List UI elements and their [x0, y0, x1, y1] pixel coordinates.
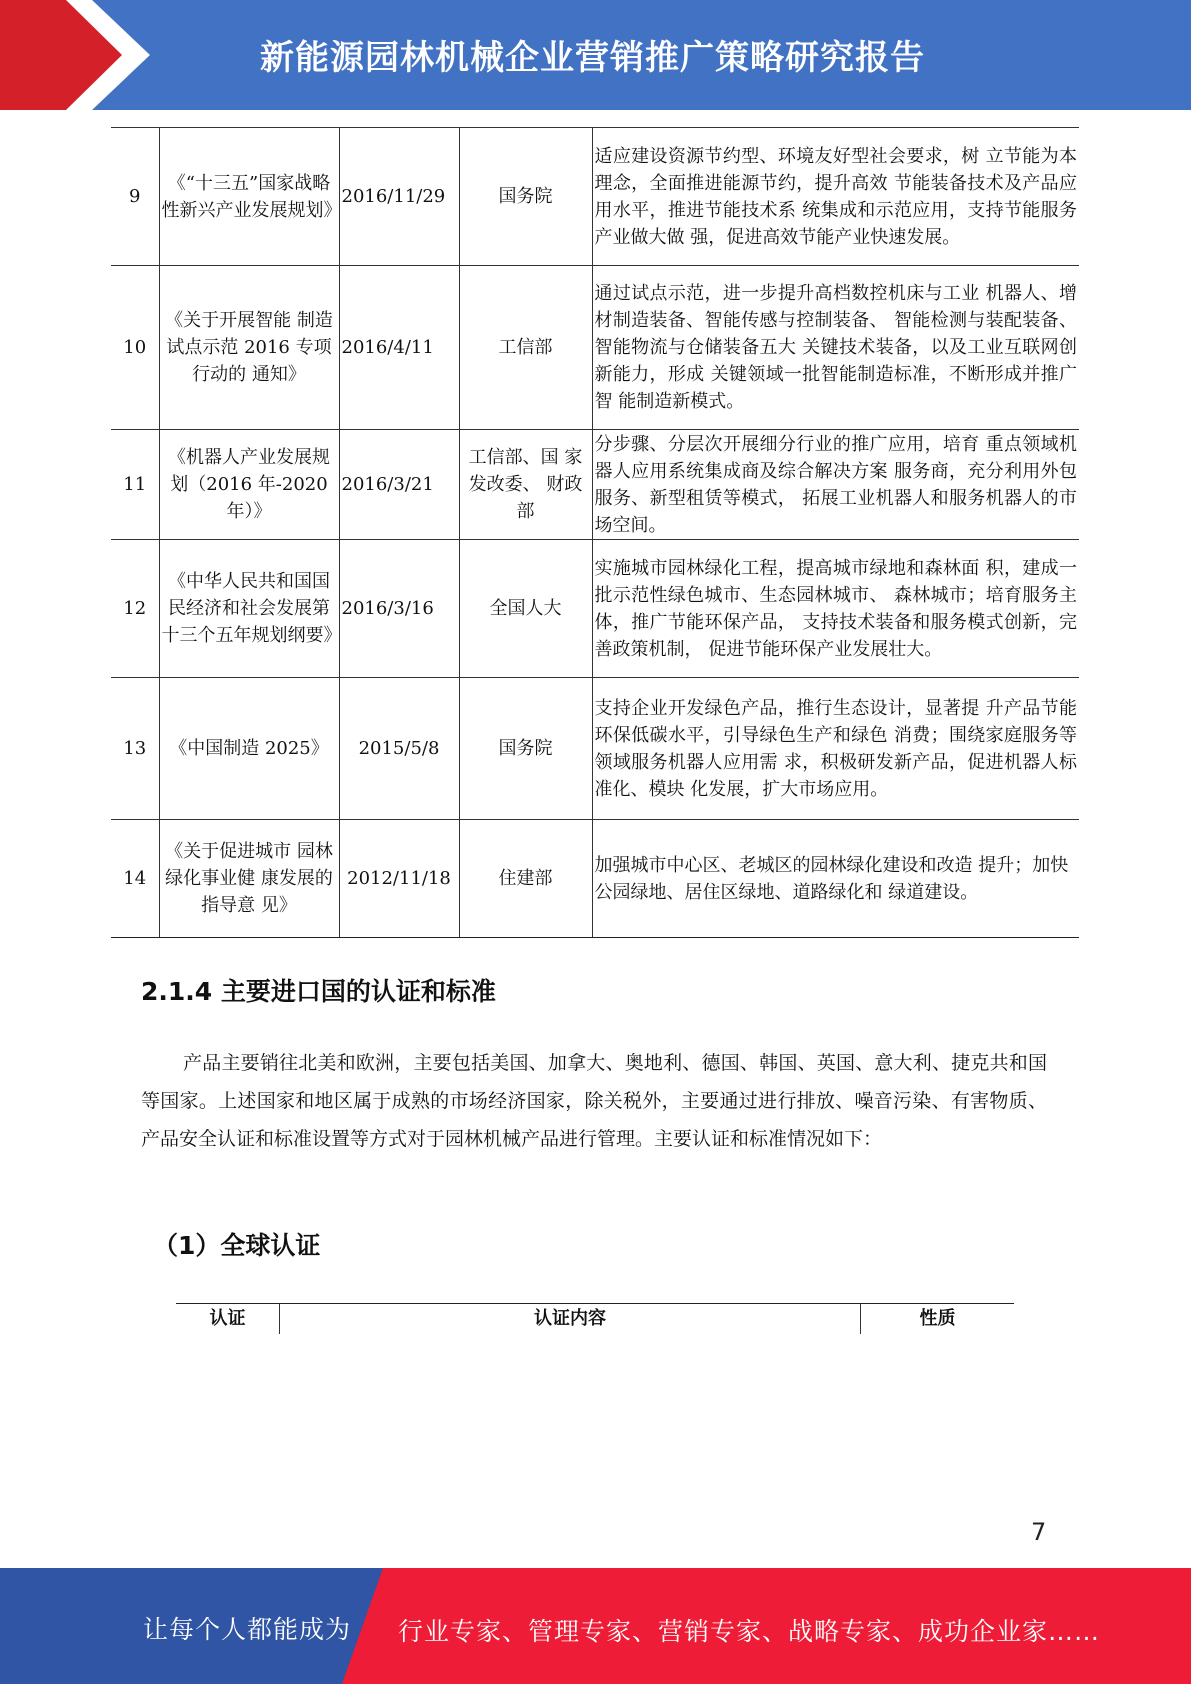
- row-number: 13: [111, 678, 159, 820]
- policy-issuer: 工信部: [459, 266, 592, 430]
- row-number: 12: [111, 540, 159, 678]
- policy-content: 实施城市园林绿化工程，提高城市绿地和森林面 积，建成一批示范性绿色城市、生态园林城市、 森林城市；培育服务主体，推广节能环保产品， 支持技术装备和服务模式创新，完善政策机制， 促进节能环保产业发展壮大。: [592, 540, 1079, 678]
- policy-issuer: 国务院: [459, 678, 592, 820]
- table-row: [111, 820, 1079, 938]
- table-row: [111, 540, 1079, 678]
- row-number: 11: [111, 430, 159, 540]
- policy-date: 2016/4/11: [339, 266, 459, 430]
- col-header-nature: 性质: [919, 1308, 956, 1329]
- policy-date: 2016/3/21: [339, 430, 459, 540]
- policy-content: 支持企业开发绿色产品，推行生态设计，显著提 升产品节能环保低碳水平，引导绿色生产和绿色 消费；围绕家庭服务等领域服务机器人应用需 求，积极研发新产品，促进机器人标准化、模块 化发展，扩大市场应用。: [592, 678, 1079, 820]
- footer-slogan-left: 让每个人都能成为: [143, 1615, 352, 1644]
- table-row: [111, 678, 1079, 820]
- policy-date: 2016/3/16: [339, 540, 459, 678]
- policy-name: 《关于开展智能 制造试点示范 2016 专项行动的 通知》: [159, 266, 339, 430]
- policy-name: 《中华人民共和国国民经济和社会发展第十三个五年规划纲要》: [159, 540, 339, 678]
- policy-name: 《机器人产业发展规划（2016 年-2020 年）》: [159, 430, 339, 540]
- policy-issuer: 住建部: [459, 820, 592, 938]
- policy-content: 分步骤、分层次开展细分行业的推广应用，培育 重点领域机器人应用系统集成商及综合解决方案 服务商，充分利用外包服务、新型租赁等模式， 拓展工业机器人和服务机器人的市场空间。: [592, 430, 1079, 540]
- section-heading: 2.1.4 主要进口国的认证和标准: [141, 977, 496, 1006]
- policy-name: 《“十三五”国家战略性新兴产业发展规划》: [159, 128, 339, 266]
- policy-date: 2012/11/18: [339, 820, 459, 938]
- page-number: 7: [1031, 1518, 1047, 1546]
- policy-name: 《中国制造 2025》: [159, 678, 339, 820]
- footer-slogan-right: 行业专家、管理专家、营销专家、战略专家、成功企业家……: [398, 1617, 1101, 1646]
- policy-issuer: 国务院: [459, 128, 592, 266]
- policy-date: 2015/5/8: [339, 678, 459, 820]
- policy-name: 《关于促进城市 园林绿化事业健 康发展的指导意 见》: [159, 820, 339, 938]
- table-row: [111, 266, 1079, 430]
- policy-table: [111, 127, 1079, 938]
- row-number: 14: [111, 820, 159, 938]
- policy-date: 2016/11/29: [339, 128, 459, 266]
- col-header-cert-content: 认证内容: [280, 1304, 861, 1334]
- header-arrow-decoration: [0, 0, 170, 110]
- body-paragraph: 产品主要销往北美和欧洲，主要包括美国、加拿大、奥地利、德国、韩国、英国、意大利、捷克共和国等国家。上述国家和地区属于成熟的市场经济国家，除关税外，主要通过进行排放、噪音污染、有害物质、产品安全认证和标准设置等方式对于园林机械产品进行管理。主要认证和标准情况如下：: [141, 1052, 1047, 1150]
- policy-issuer: 工信部、国 家发改委、 财政部: [459, 430, 592, 540]
- policy-issuer: 全国人大: [459, 540, 592, 678]
- policy-content: 通过试点示范，进一步提升高档数控机床与工业 机器人、增材制造装备、智能传感与控制装备、 智能检测与装配装备、智能物流与仓储装备五大 关键技术装备，以及工业互联网创新能力，形成 关键领域一批智能制造标准，不断形成并推广智 能制造新模式。: [592, 266, 1079, 430]
- row-number: 9: [111, 128, 159, 266]
- report-title: 新能源园林机械企业营销推广策略研究报告: [260, 38, 925, 78]
- table-row: [111, 128, 1079, 266]
- policy-content: 加强城市中心区、老城区的园林绿化建设和改造 提升；加快公园绿地、居住区绿地、道路绿化和 绿道建设。: [592, 820, 1079, 938]
- subsection-heading: （1）全球认证: [153, 1231, 321, 1260]
- table-row: [111, 430, 1079, 540]
- header-banner: [0, 0, 1191, 110]
- row-number: 10: [111, 266, 159, 430]
- policy-content: 适应建设资源节约型、环境友好型社会要求，树 立节能为本理念，全面推进能源节约，提升高效 节能装备技术及产品应用水平，推进节能技术系 统集成和示范应用，支持节能服务产业做大做 强，促进高效节能产业快速发展。: [592, 128, 1079, 266]
- footer-banner: [0, 1568, 1191, 1684]
- cert-table-header: [176, 1303, 1014, 1334]
- col-header-cert: 认证: [176, 1304, 280, 1334]
